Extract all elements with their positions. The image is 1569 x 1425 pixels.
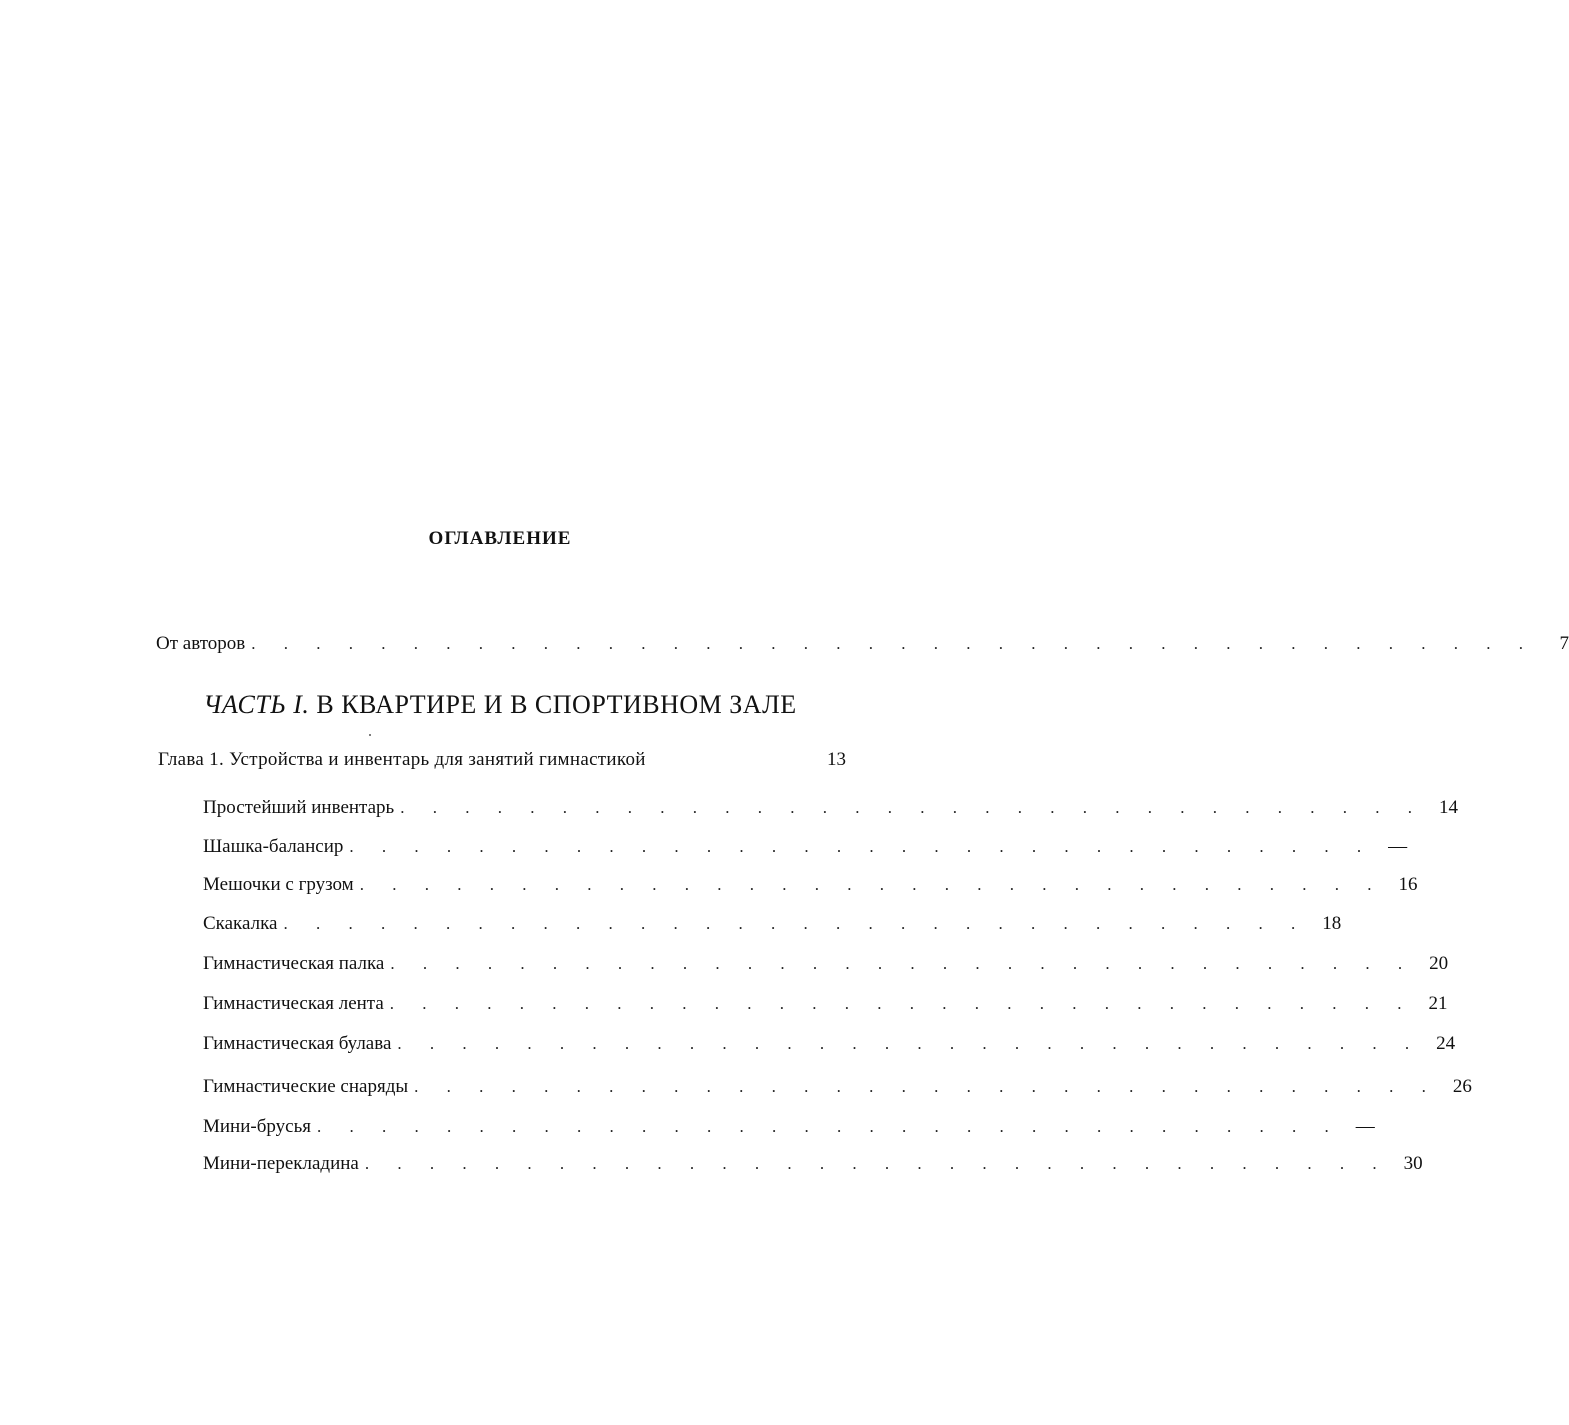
toc-entry-chapter-1[interactable] <box>158 749 846 771</box>
toc-entry-label: Шашка-балансир <box>203 836 344 857</box>
toc-entry-page: — <box>1388 836 1408 857</box>
dot-leader: . . . . . . . . . . . . . . . . . . . . . . . . . . . . . . . . . . . . . . . . <box>251 634 1535 653</box>
dot-leader: . . . . . . . . . . . . . . . . . . . . . . . . . . . . . . . . <box>389 994 1414 1013</box>
toc-entry-label: Глава 1. Устройства и инвентарь для занятий гимнастикой <box>158 749 646 770</box>
toc-entry-section[interactable] <box>203 797 1458 819</box>
part-heading <box>0 690 1000 720</box>
toc-entry-page: 18 <box>1322 913 1342 934</box>
dot-leader: . . . . . . . . . . . . . . . . . . . . . . . . . . . . . . . . <box>400 798 1424 817</box>
toc-entry-label: Гимнастические снаряды <box>203 1076 409 1097</box>
dot-leader: . . . . . . . . . . . . . . . . . . . . . . . . . . . . . . . . <box>359 875 1384 894</box>
dot-leader: . . . . . . . . . . . . . . . . . . . . . . . . . . . . . . . . <box>390 954 1415 973</box>
toc-entry-page: 14 <box>1438 797 1458 818</box>
toc-entry-label: Мешочки с грузом <box>203 874 354 895</box>
toc-entry-label: Гимнастическая лента <box>203 993 384 1014</box>
dot-leader: . . . . . . . . . . . . . . . . . . . . . . . . . . . . . . . . <box>364 1154 1389 1173</box>
toc-entry-page: — <box>1355 1116 1375 1137</box>
toc-entry-section[interactable] <box>203 1153 1423 1175</box>
toc-entry-page: 20 <box>1429 953 1449 974</box>
toc-title: ОГЛАВЛЕНИЕ <box>428 528 572 549</box>
toc-entry-section[interactable] <box>203 953 1449 975</box>
dot-leader: . . . . . . . . . . . . . . . . . . . . . . . . . . . . . . . . <box>316 1117 1341 1136</box>
toc-entry-page: 13 <box>827 749 846 770</box>
toc-entry-label: Простейший инвентарь <box>203 797 395 818</box>
toc-entry-label: Мини-перекладина <box>203 1153 359 1174</box>
toc-entry-label: Скакалка <box>203 913 278 934</box>
toc-entry-page: 24 <box>1436 1033 1456 1054</box>
dot-leader: . . . . . . . . . . . . . . . . . . . . . . . . . . . . . . . . <box>349 837 1374 856</box>
toc-entry-label: От авторов <box>156 633 246 654</box>
toc-entry-page: 21 <box>1428 993 1448 1014</box>
toc-entry-label: Мини-брусья <box>203 1116 311 1137</box>
part-title: В КВАРТИРЕ И В СПОРТИВНОМ ЗАЛЕ <box>316 690 797 719</box>
toc-entry-section[interactable] <box>203 1076 1472 1098</box>
dot-leader: . . . . . . . . . . . . . . . . . . . . . . . . . . . . . . . . <box>414 1077 1438 1096</box>
toc-entry-page: 26 <box>1452 1076 1472 1097</box>
toc-entry-section[interactable] <box>203 913 1342 935</box>
toc-entry-section[interactable] <box>203 836 1408 858</box>
print-speck <box>369 734 371 736</box>
toc-entry-page: 30 <box>1403 1153 1423 1174</box>
dot-leader: . . . . . . . . . . . . . . . . . . . . . . . . . . . . . . . . <box>283 914 1308 933</box>
toc-entry-label: Гимнастическая палка <box>203 953 385 974</box>
toc-entry-section[interactable] <box>203 993 1448 1015</box>
toc-entry-section[interactable] <box>203 874 1418 896</box>
dot-leader: . . . . . . . . . . . . . . . . . . . . . . . . . . . . . . . . <box>397 1034 1422 1053</box>
toc-entry-front-matter[interactable] <box>156 633 1569 655</box>
part-prefix: ЧАСТЬ I. <box>203 690 310 719</box>
toc-entry-section[interactable] <box>203 1116 1375 1138</box>
toc-entry-page: 16 <box>1398 874 1418 895</box>
toc-entry-page: 7 <box>1559 633 1569 654</box>
toc-entry-label: Гимнастическая булава <box>203 1033 392 1054</box>
toc-entry-section[interactable] <box>203 1033 1456 1055</box>
